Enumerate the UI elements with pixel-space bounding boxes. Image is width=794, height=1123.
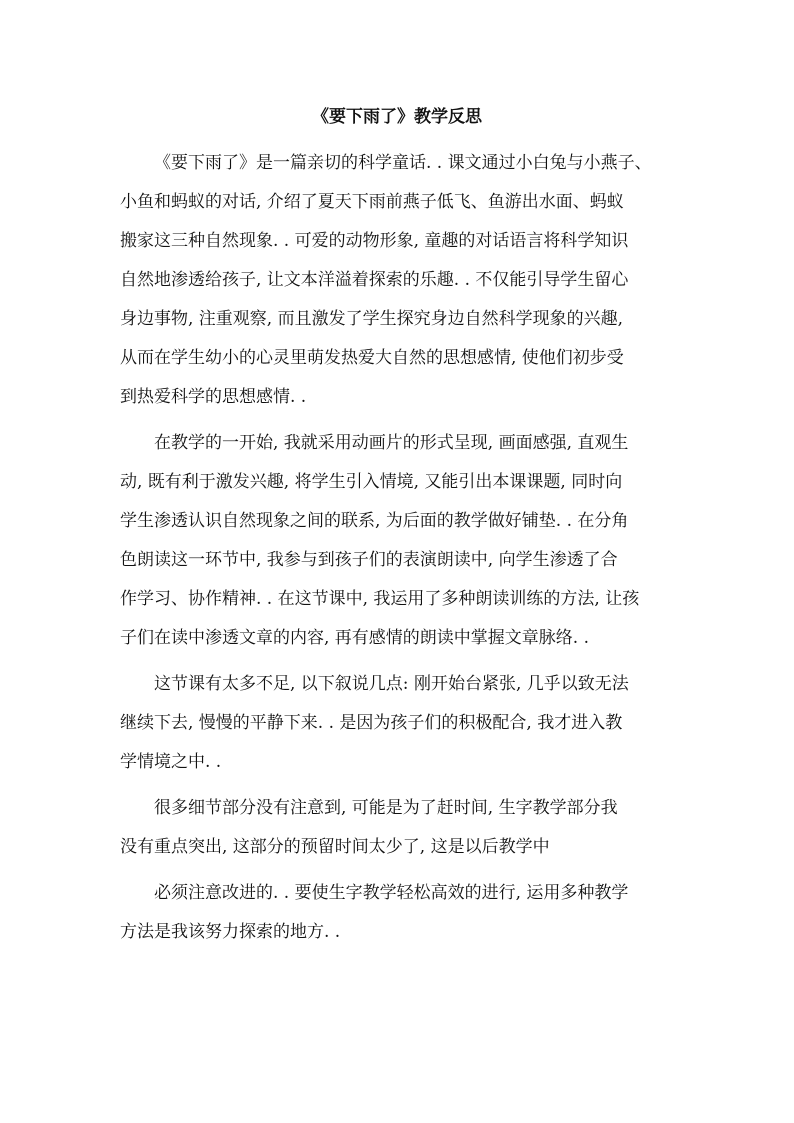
- paragraph-3-line-1: 这节课有太多不足, 以下叙说几点: 刚开始台紧张, 几乎以致无法: [154, 674, 629, 694]
- paragraph-3-line-2: 继续下去, 慢慢的平静下来. . 是因为孩子们的积极配合, 我才进入教: [120, 713, 623, 733]
- paragraph-2-line-3: 学生渗透认识自然现象之间的联系, 为后面的教学做好铺垫. . 在分角: [120, 511, 629, 531]
- paragraph-5-line-2: 方法是我该努力探索的地方. .: [120, 922, 341, 942]
- paragraph-2-line-6: 子们在读中渗透文章的内容, 再有感情的朗读中掌握文章脉络. .: [120, 628, 590, 648]
- paragraph-2-line-5: 作学习、协作精神. . 在这节课中, 我运用了多种朗读训练的方法, 让孩: [120, 589, 640, 609]
- paragraph-4-line-1: 很多细节部分没有注意到, 可能是为了赶时间, 生字教学部分我: [154, 798, 618, 818]
- paragraph-5-line-1: 必须注意改进的. . 要使生字教学轻松高效的进行, 运用多种教学: [154, 883, 629, 903]
- document-title: 《要下雨了》教学反思: [312, 107, 482, 127]
- paragraph-2-line-1: 在教学的一开始, 我就采用动画片的形式呈现, 画面感强, 直观生: [154, 433, 629, 453]
- paragraph-1-line-5: 身边事物, 注重观察, 而且激发了学生探究身边自然科学现象的兴趣,: [120, 309, 624, 329]
- paragraph-1-line-4: 自然地渗透给孩子, 让文本洋溢着探索的乐趣. . 不仅能引导学生留心: [120, 270, 629, 290]
- paragraph-1-line-6: 从而在学生幼小的心灵里萌发热爱大自然的思想感情, 使他们初步受: [120, 348, 624, 368]
- paragraph-2-line-2: 动, 既有利于激发兴趣, 将学生引入情境, 又能引出本课课题, 同时向: [120, 472, 623, 492]
- paragraph-1-line-7: 到热爱科学的思想感情. .: [120, 387, 307, 407]
- paragraph-4-line-2: 没有重点突出, 这部分的预留时间太少了, 这是以后教学中: [120, 837, 550, 857]
- paragraph-1-line-1: 《要下雨了》是一篇亲切的科学童话. . 课文通过小白兔与小燕子、: [154, 153, 652, 173]
- paragraph-2-line-4: 色朗读这一环节中, 我参与到孩子们的表演朗读中, 向学生渗透了合: [120, 550, 618, 570]
- paragraph-3-line-3: 学情境之中. .: [120, 752, 222, 772]
- paragraph-1-line-2: 小鱼和蚂蚁的对话, 介绍了夏天下雨前燕子低飞、鱼游出水面、蚂蚁: [120, 192, 624, 212]
- paragraph-1-line-3: 搬家这三种自然现象. . 可爱的动物形象, 童趣的对话语言将科学知识: [120, 231, 629, 251]
